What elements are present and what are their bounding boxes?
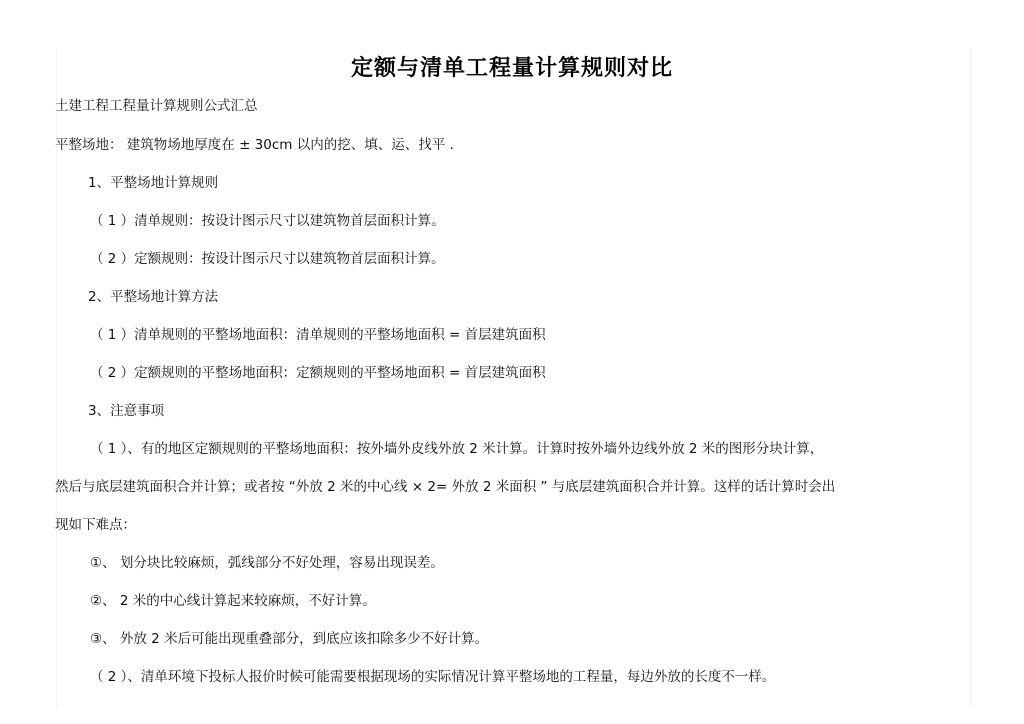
section-heading-2: 2、平整场地计算方法 (88, 289, 219, 305)
section-heading-3: 3、注意事项 (88, 403, 165, 419)
document-title: 定额与清单工程量计算规则对比 (350, 56, 673, 81)
difficulty-item-3: ③、 外放 2 米后可能出现重叠部分，到底应该扣除多少不好计算。 (90, 631, 489, 647)
definition-paragraph: 平整场地： 建筑物场地厚度在 ± 30cm 以内的挖、填、运、找平 . (55, 137, 454, 153)
difficulty-item-1: ①、 划分块比较麻烦，弧线部分不好处理，容易出现误差。 (90, 555, 444, 571)
difficulty-item-2: ②、 2 米的中心线计算起来较麻烦，不好计算。 (90, 593, 376, 609)
rule-item-qingdan: （ 1 ）清单规则：按设计图示尺寸以建筑物首层面积计算。 (90, 213, 445, 229)
method-item-qingdan: （ 1 ）清单规则的平整场地面积：清单规则的平整场地面积 = 首层建筑面积 (90, 327, 546, 343)
note-2: （ 2 ）、清单环境下投标人报价时候可能需要根据现场的实际情况计算平整场地的工程量，每边外放的长度不一样。 (90, 669, 776, 685)
document-subtitle: 土建工程工程量计算规则公式汇总 (55, 98, 258, 114)
note-1-line-1: （ 1 ）、有的地区定额规则的平整场地面积：按外墙外皮线外放 2 米计算。计算时按外墙外边线外放 2 米的图形分块计算， (90, 441, 824, 457)
rule-item-dinge: （ 2 ）定额规则：按设计图示尺寸以建筑物首层面积计算。 (90, 251, 445, 267)
page-edge-right (970, 48, 971, 708)
method-item-dinge: （ 2 ）定额规则的平整场地面积：定额规则的平整场地面积 = 首层建筑面积 (90, 365, 546, 381)
note-1-line-2: 然后与底层建筑面积合并计算；或者按 “外放 2 米的中心线 × 2= 外放 2 米面积 ” 与底层建筑面积合并计算。这样的话计算时会出 (55, 479, 836, 495)
section-heading-1: 1、平整场地计算规则 (88, 175, 219, 191)
note-1-line-3: 现如下难点： (55, 517, 136, 533)
